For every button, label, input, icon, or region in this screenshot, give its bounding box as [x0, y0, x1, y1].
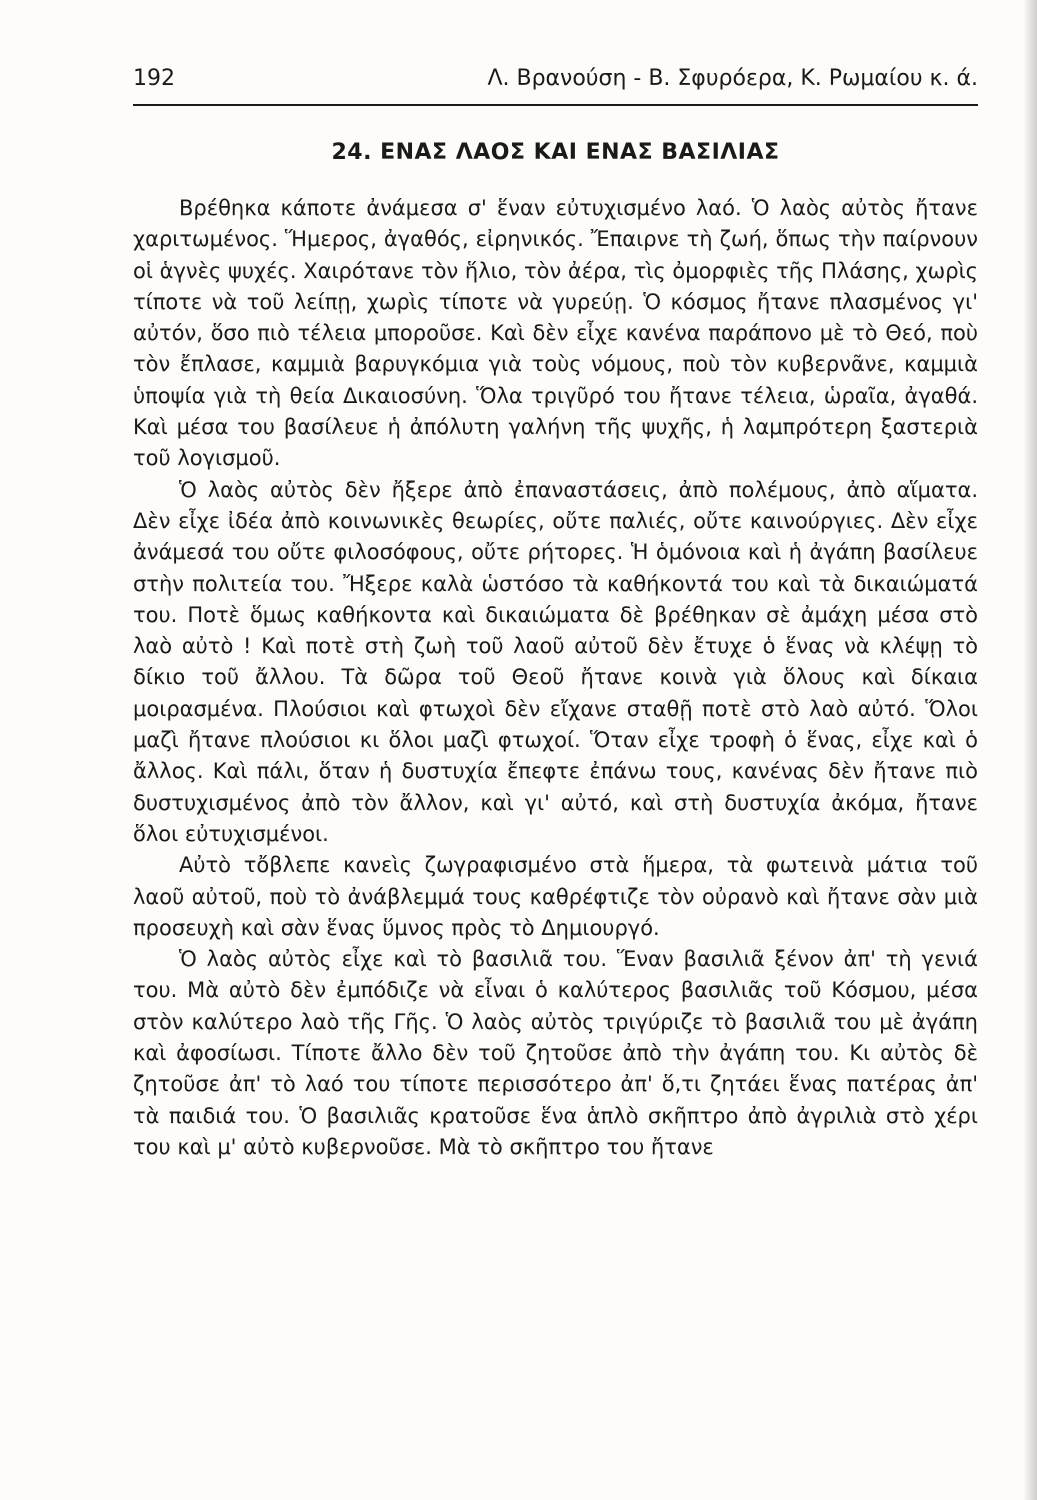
body-text	[133, 193, 978, 1163]
header-rule	[133, 104, 978, 106]
paragraph: Ὁ λαὸς αὐτὸς δὲν ἤξερε ἀπὸ ἐπαναστάσεις, ἀπὸ πολέμους, ἀπὸ αἵματα. Δὲν εἶχε ἰδέα ἀπὸ κοινωνικὲς θεωρίες, οὔτε παλιές, οὔτε καινούργιες. Δὲν εἶχε ἀνάμεσά του οὔτε φιλοσόφους, οὔτε ρήτορες. Ἡ ὁμόνοια καὶ ἡ ἀγάπη βασίλευε στὴν πολιτεία του. Ἤξερε καλὰ ὡστόσο τὰ καθήκοντά του καὶ τὰ δικαιώματά του. Ποτὲ ὅμως καθήκοντα καὶ δικαιώματα δὲ βρέθηκαν σὲ ἀμάχη μέσα στὸ λαὸ αὐτὸ ! Καὶ ποτὲ στὴ ζωὴ τοῦ λαοῦ αὐτοῦ δὲν ἔτυχε ὁ ἕνας νὰ κλέψῃ τὸ δίκιο τοῦ ἄλλου. Τὰ δῶρα τοῦ Θεοῦ ἤτανε κοινὰ γιὰ ὅλους καὶ δίκαια μοιρασμένα. Πλούσιοι καὶ φτωχοὶ δὲν εἴχανε σταθῇ ποτὲ στὸ λαὸ αὐτό. Ὅλοι μαζὶ ἤτανε πλούσιοι κι ὅλοι μαζὶ φτωχοί. Ὅταν εἶχε τροφὴ ὁ ἕνας, εἶχε καὶ ὁ ἄλλος. Καὶ πάλι, ὅταν ἡ δυστυχία ἔπεφτε ἐπάνω τους, κανένας δὲν ἤτανε πιὸ δυστυχισμένος ἀπὸ τὸν ἄλλον, καὶ γι' αὐτό, καὶ στὴ δυστυχία ἀκόμα, ἤτανε ὅλοι εὐτυχισμένοι.	[133, 477, 978, 846]
page-number: 192	[133, 66, 175, 91]
chapter-title: 24. ΕΝΑΣ ΛΑΟΣ ΚΑΙ ΕΝΑΣ ΒΑΣΙΛΙΑΣ	[331, 140, 780, 165]
running-head-authors: Λ. Βρανούση - Β. Σφυρόερα, Κ. Ρωμαίου κ. ά.	[487, 66, 978, 91]
paragraph: Αὐτὸ τὄβλεπε κανεὶς ζωγραφισμένο στὰ ἥμερα, τὰ φωτεινὰ μάτια τοῦ λαοῦ αὐτοῦ, ποὺ τὸ ἀνάβλεμμά τους καθρέφτιζε τὸν οὐρανὸ καὶ ἤτανε σὰν μιὰ προσευχὴ καὶ σὰν ἕνας ὕμνος πρὸς τὸ Δημιουργό.	[133, 853, 978, 940]
page-edge-shadow	[1023, 0, 1037, 1500]
paragraph: Ὁ λαὸς αὐτὸς εἶχε καὶ τὸ βασιλιᾶ του. Ἕναν βασιλιᾶ ξένον ἀπ' τὴ γενιά του. Μὰ αὐτὸ δὲν ἐμπόδιζε νὰ εἶναι ὁ καλύτερος βασιλιᾶς τοῦ Κόσμου, μέσα στὸν καλύτερο λαὸ τῆς Γῆς. Ὁ λαὸς αὐτὸς τριγύριζε τὸ βασιλιᾶ του μὲ ἀγάπη καὶ ἀφοσίωσι. Τίποτε ἄλλο δὲν τοῦ ζητοῦσε ἀπὸ τὴν ἀγάπη του. Κι αὐτὸς δὲ ζητοῦσε ἀπ' τὸ λαό του τίποτε περισσότερο ἀπ' ὅ,τι ζητάει ἕνας πατέρας ἀπ' τὰ παιδιά του. Ὁ βασιλιᾶς κρατοῦσε ἕνα ἁπλὸ σκῆπτρο ἀπὸ ἀγριλιὰ στὸ χέρι του καὶ μ' αὐτὸ κυβερνοῦσε. Μὰ τὸ σκῆπτρο του ἤτανε	[133, 947, 978, 1159]
paragraph: Βρέθηκα κάποτε ἀνάμεσα σ' ἕναν εὐτυχισμένο λαό. Ὁ λαὸς αὐτὸς ἤτανε χαριτωμένος. Ἥμερος, ἀγαθός, εἰρηνικός. Ἔπαιρνε τὴ ζωή, ὅπως τὴν παίρνουν οἱ ἁγνὲς ψυχές. Χαιρότανε τὸν ἥλιο, τὸν ἀέρα, τὶς ὀμορφιὲς τῆς Πλάσης, χωρὶς τίποτε νὰ τοῦ λείπῃ, χωρὶς τίποτε νὰ γυρεύῃ. Ὁ κόσμος ἤτανε πλασμένος γι' αὐτόν, ὅσο πιὸ τέλεια μποροῦσε. Καὶ δὲν εἶχε κανένα παράπονο μὲ τὸ Θεό, ποὺ τὸν ἔπλασε, καμμιὰ βαρυγκόμια γιὰ τοὺς νόμους, ποὺ τὸν κυβερνᾶνε, καμμιὰ ὑποψία γιὰ τὴ θεία Δικαιοσύνη. Ὅλα τριγῦρό του ἤτανε τέλεια, ὡραῖα, ἀγαθά. Καὶ μέσα του βασίλευε ἡ ἀπόλυτη γαλήνη τῆς ψυχῆς, ἡ λαμπρότερη ξαστεριὰ τοῦ λογισμοῦ.	[133, 196, 978, 471]
running-head	[133, 66, 978, 100]
